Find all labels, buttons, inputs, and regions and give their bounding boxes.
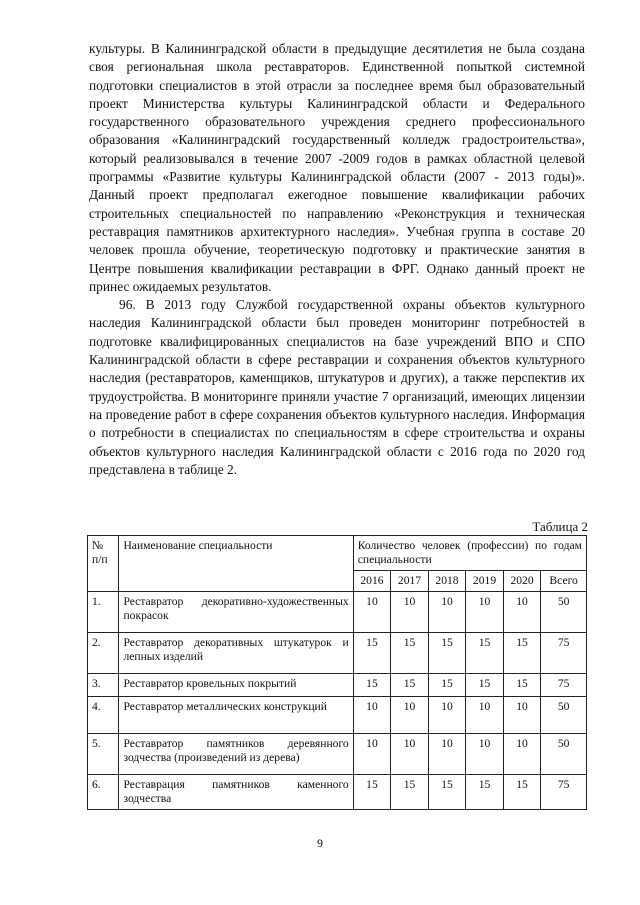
header-year: 2017 <box>391 571 429 592</box>
row-name: Реставратор декоративных штукатурок и лепных изделий <box>119 633 353 674</box>
row-total: 75 <box>541 633 587 674</box>
header-group: Количество человек (профессии) по годам специальности <box>353 536 586 571</box>
row-value: 15 <box>353 775 391 810</box>
row-total: 75 <box>541 775 587 810</box>
table-row <box>88 674 587 697</box>
page-number: 9 <box>317 836 323 850</box>
row-total: 50 <box>541 734 587 775</box>
row-total: 50 <box>541 697 587 734</box>
header-name: Наименование специальности <box>119 536 353 592</box>
row-total: 75 <box>541 674 587 697</box>
row-name: Реставратор кровельных покрытий <box>119 674 353 697</box>
row-value: 15 <box>466 775 504 810</box>
row-num: 4. <box>88 697 119 734</box>
table-row <box>88 697 587 734</box>
row-value: 10 <box>428 592 466 633</box>
row-num: 1. <box>88 592 119 633</box>
header-num: № п/п <box>88 536 119 592</box>
row-value: 10 <box>353 697 391 734</box>
row-name: Реставратор металлических конструкций <box>119 697 353 734</box>
row-value: 10 <box>353 734 391 775</box>
specialists-table <box>87 535 587 810</box>
row-value: 15 <box>391 674 429 697</box>
row-name: Реставратор декоративно-художественных покрасок <box>119 592 353 633</box>
row-value: 10 <box>428 734 466 775</box>
row-num: 5. <box>88 734 119 775</box>
row-value: 10 <box>391 697 429 734</box>
row-value: 15 <box>503 633 541 674</box>
row-value: 15 <box>503 775 541 810</box>
row-num: 3. <box>88 674 119 697</box>
row-num: 2. <box>88 633 119 674</box>
row-num: 6. <box>88 775 119 810</box>
row-value: 10 <box>391 734 429 775</box>
body-text <box>89 40 585 479</box>
table-row <box>88 734 587 775</box>
header-year: 2018 <box>428 571 466 592</box>
row-value: 10 <box>503 592 541 633</box>
row-value: 10 <box>353 592 391 633</box>
row-value: 10 <box>503 697 541 734</box>
row-value: 15 <box>466 674 504 697</box>
header-year: 2020 <box>503 571 541 592</box>
table-row <box>88 775 587 810</box>
row-value: 15 <box>428 633 466 674</box>
row-value: 10 <box>466 734 504 775</box>
header-year: 2016 <box>353 571 391 592</box>
table-header-row <box>88 536 587 571</box>
row-value: 15 <box>466 633 504 674</box>
row-value: 10 <box>428 697 466 734</box>
table-caption: Таблица 2 <box>532 519 588 534</box>
row-value: 10 <box>466 592 504 633</box>
header-year: 2019 <box>466 571 504 592</box>
header-total: Всего <box>541 571 587 592</box>
row-value: 15 <box>353 633 391 674</box>
row-value: 15 <box>428 674 466 697</box>
row-name: Реставрация памятников каменного зодчества <box>119 775 353 810</box>
table-row <box>88 592 587 633</box>
table-row <box>88 633 587 674</box>
row-value: 15 <box>503 674 541 697</box>
row-name: Реставратор памятников деревянного зодчества (произведений из дерева) <box>119 734 353 775</box>
row-value: 15 <box>391 775 429 810</box>
row-value: 10 <box>391 592 429 633</box>
row-value: 10 <box>503 734 541 775</box>
row-value: 15 <box>428 775 466 810</box>
row-value: 15 <box>391 633 429 674</box>
paragraph: 96. В 2013 году Службой государственной охраны объектов культурного наследия Калининградской области был проведен мониторинг потребностей в подготовке квалифицированных специалистов на базе учреждений ВПО и СПО Калининградской области в сфере реставрации и сохранения объектов культурного наследия (реставраторов, каменщиков, штукатуров и других), а также перспектив их трудоустройства. В мониторинге приняли участие 7 организаций, имеющих лицензии на проведение работ в сфере сохранения объектов культурного наследия. Информация о потребности в специалистах по специальностям в сфере строительства и охраны объектов культурного наследия Калининградской области с 2016 года по 2020 год представлена в таблице 2. <box>89 297 585 477</box>
paragraph: культуры. В Калининградской области в предыдущие десятилетия не была создана своя региональная школа реставраторов. Единственной попыткой системной подготовки специалистов в этой отрасли за последнее время был образовательный проект Министерства культуры Калининградской области и Федерального государственного образовательного учреждения среднего профессионального образования «Калининградский государственный колледж градостроительства», который реализовывался в течение 2007 -2009 годов в рамках областной целевой программы «Развитие культуры Калининградской области (2007 - 2013 годы)». Данный проект предполагал ежегодное повышение квалификации рабочих строительных специальностей по направлению «Реконструкция и техническая реставрация памятников архитектурного наследия». Учебная группа в составе 20 человек прошла обучение, теоретическую подготовку и практические занятия в Центре повышения квалификации реставрации в ФРГ. Однако данный проект не принес ожидаемых результатов. <box>89 41 585 294</box>
row-value: 10 <box>466 697 504 734</box>
row-value: 15 <box>353 674 391 697</box>
row-total: 50 <box>541 592 587 633</box>
